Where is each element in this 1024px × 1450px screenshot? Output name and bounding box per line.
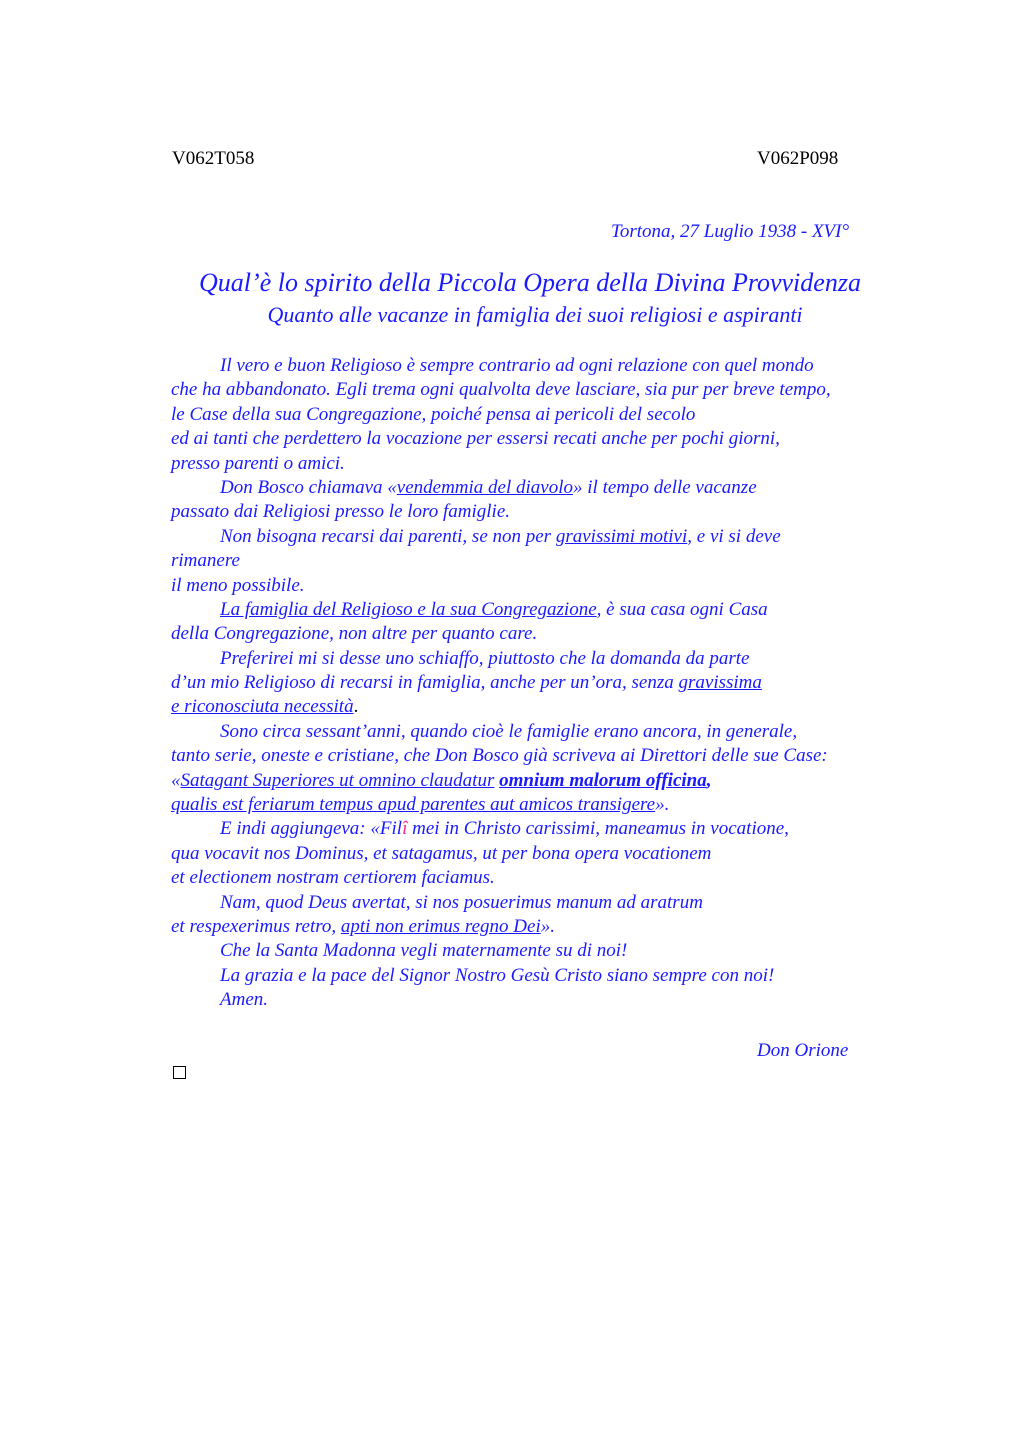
text: le Case della sua Congregazione, poiché pensa ai pericoli del secolo: [171, 403, 696, 425]
body-line: [171, 403, 911, 427]
body-line: [171, 939, 911, 963]
body-line: [171, 525, 911, 549]
accent-char: î: [402, 818, 408, 840]
text: Preferirei mi si desse uno schiaffo, piuttosto che la domanda da parte: [220, 647, 750, 669]
text: , è sua casa ogni Casa: [596, 598, 768, 620]
body-line: [171, 988, 911, 1012]
body-line: [171, 476, 911, 500]
end-marker-box: [173, 1066, 186, 1079]
text: E indi aggiungeva: «Fil: [220, 818, 403, 840]
body-line: [171, 720, 911, 744]
text: Non bisogna recarsi dai parenti, se non per: [220, 525, 556, 547]
text: mei in Christo carissimi, maneamus in vocatione,: [407, 818, 789, 840]
text: Il vero e buon Religioso è sempre contrario ad ogni relazione con quel mondo: [220, 355, 814, 376]
text: d’un mio Religioso di recarsi in famiglia, anche per un’ora, senza: [171, 672, 679, 694]
text: ».: [540, 915, 555, 937]
body-line: [171, 793, 911, 817]
page-title: Qual’è lo spirito della Piccola Opera della Divina Provvidenza: [199, 268, 861, 297]
underlined-text: apti non erimus regno Dei: [340, 915, 541, 937]
text: Sono circa sessant’anni, quando cioè le famiglie erano ancora, in generale,: [220, 720, 798, 742]
text: .: [353, 696, 359, 718]
text: passato dai Religiosi presso le loro famiglie.: [171, 501, 511, 523]
underlined-text: Satagant Superiores ut omnino claudatur: [180, 769, 495, 791]
document-code-left: V062T058: [172, 148, 255, 169]
text: Che la Santa Madonna vegli maternamente su di noi!: [220, 940, 628, 962]
text: Nam, quod Deus avertat, si nos posuerimus manum ad aratrum: [220, 891, 703, 913]
dateline: Tortona, 27 Luglio 1938 - XVI°: [611, 221, 850, 242]
bold-underlined-text: omnium malorum officina: [499, 769, 707, 791]
underlined-text: e riconosciuta necessità: [171, 696, 354, 718]
underlined-text: gravissimi motivi: [555, 525, 688, 547]
text: ,: [706, 769, 712, 791]
text: rimanere: [171, 550, 240, 572]
underlined-text: La famiglia del Religioso e la sua Congregazione: [220, 598, 597, 620]
body-line: [171, 622, 911, 646]
underlined-text: vendemmia del diavolo: [396, 476, 574, 498]
body-line: [171, 891, 911, 915]
body-line: [171, 647, 911, 671]
page-subtitle: Quanto alle vacanze in famiglia dei suoi religiosi e aspiranti: [267, 302, 803, 327]
text: » il tempo delle vacanze: [573, 476, 757, 498]
body-line: [171, 817, 911, 841]
body-line: [171, 769, 911, 793]
text: La grazia e la pace del Signor Nostro Gesù Cristo siano sempre con noi!: [220, 964, 775, 986]
text: Amen.: [220, 989, 269, 1011]
body-line: [171, 964, 911, 988]
body-line: [171, 915, 911, 939]
body-line: [171, 500, 911, 524]
signature: Don Orione: [757, 1040, 849, 1061]
text: et respexerimus retro,: [171, 915, 341, 937]
underlined-text: gravissima: [678, 672, 762, 694]
text: et electionem nostram certiorem faciamus.: [171, 867, 495, 889]
body-line: [171, 744, 911, 768]
body-line: [171, 427, 911, 451]
text: tanto serie, oneste e cristiane, che Don Bosco già scriveva ai Direttori delle sue Case:: [171, 745, 828, 767]
body-line: [171, 354, 911, 378]
text: Don Bosco chiamava «: [220, 476, 397, 498]
body-line: [171, 549, 911, 573]
text: della Congregazione, non altre per quanto care.: [171, 623, 538, 645]
body-line: [171, 452, 911, 476]
underlined-text: qualis est feriarum tempus apud parentes aut amicos transigere: [171, 794, 656, 816]
text: il meno possibile.: [171, 574, 305, 596]
body-line: [171, 378, 911, 402]
body-line: [171, 574, 911, 598]
text: «: [171, 769, 181, 791]
document-code-right: V062P098: [757, 148, 839, 169]
body-line: [171, 842, 911, 866]
text: che ha abbandonato. Egli trema ogni qualvolta deve lasciare, sia pur per breve tempo,: [171, 379, 831, 401]
letter-body: [171, 354, 911, 1013]
text: ed ai tanti che perdettero la vocazione per essersi recati anche per pochi giorni,: [171, 428, 780, 450]
text: , e vi si deve: [687, 525, 781, 547]
body-line: [171, 695, 911, 719]
body-line: [171, 866, 911, 890]
body-line: [171, 598, 911, 622]
body-line: [171, 671, 911, 695]
text: qua vocavit nos Dominus, et satagamus, ut per bona opera vocationem: [171, 842, 712, 864]
text: presso parenti o amici.: [171, 452, 345, 474]
text: ».: [655, 794, 670, 816]
